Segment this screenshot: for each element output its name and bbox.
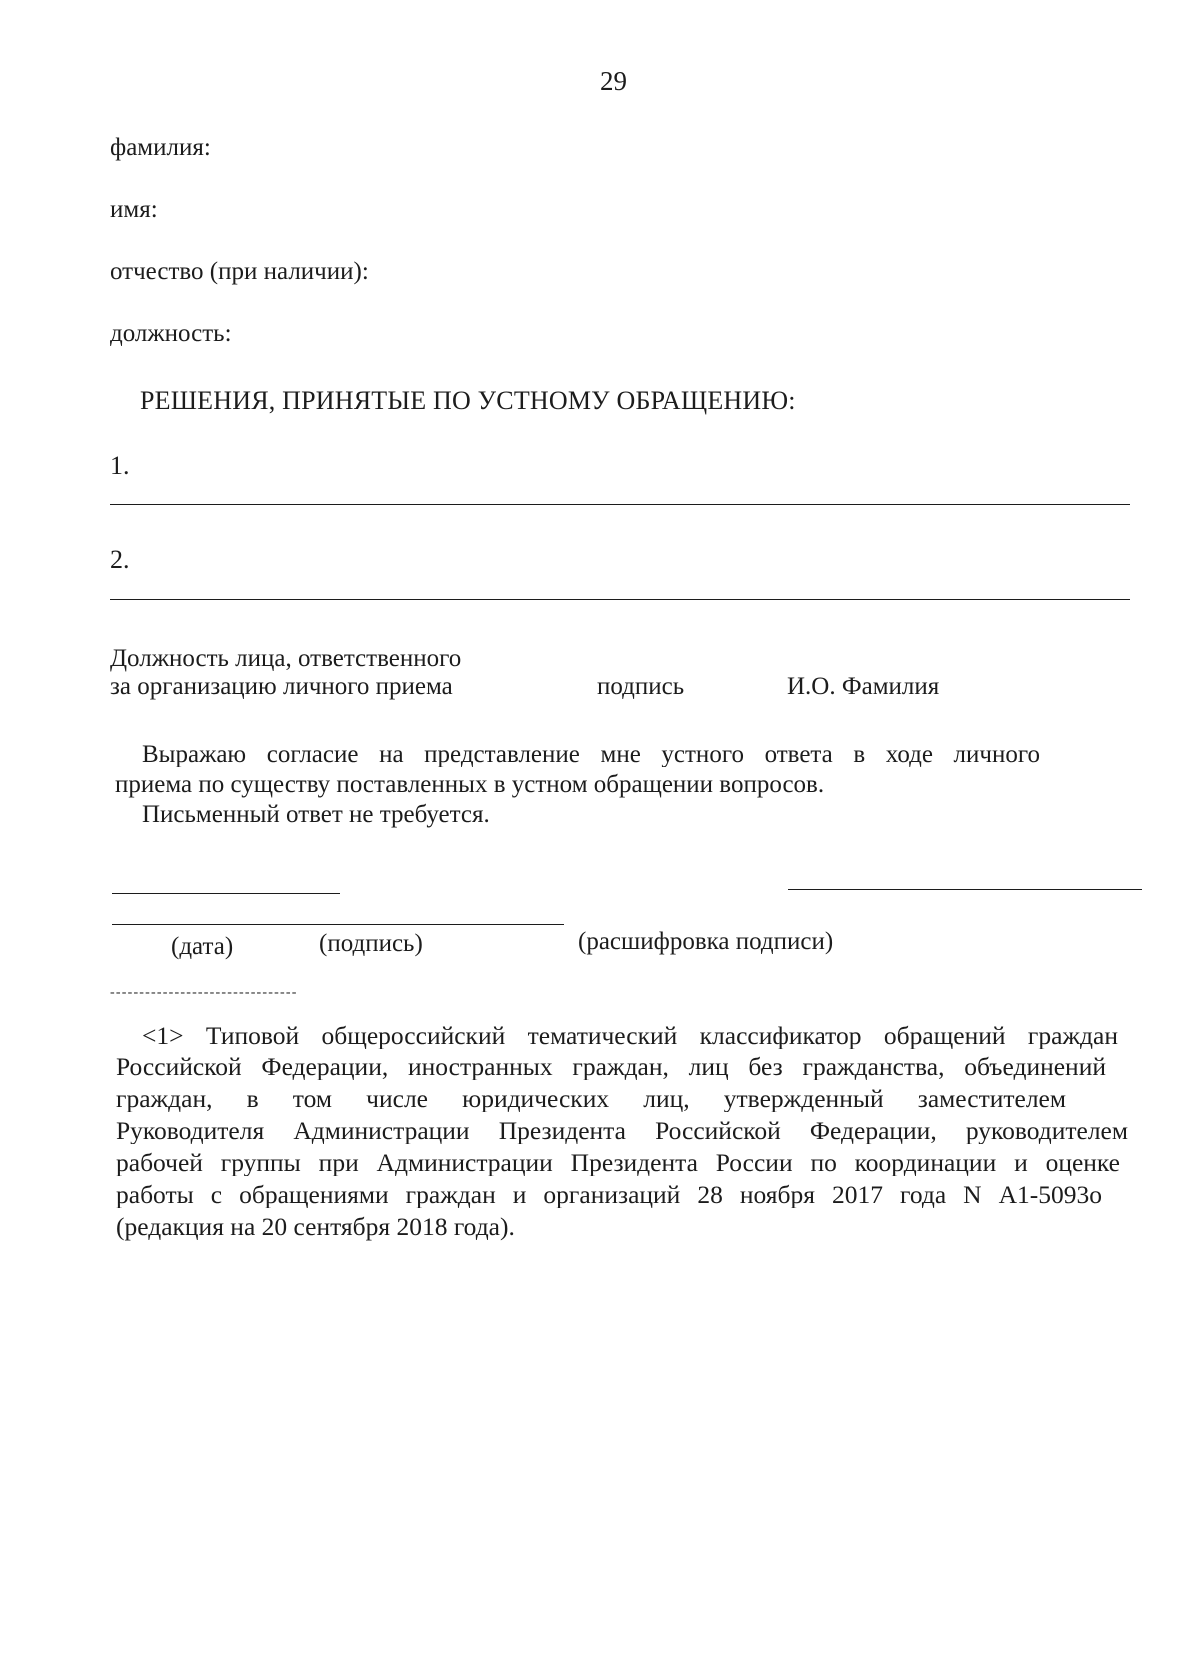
decoding-caption: (расшифровка подписи) [578, 928, 834, 955]
footnote-line-6: работы с обращениями граждан и организаций 28 ноября 2017 года N А1-5093о [116, 1182, 1102, 1208]
surname-label: фамилия: [110, 134, 211, 161]
date-underline [112, 893, 340, 894]
footnote-line-1: <1> Типовой общероссийский тематический классификатор обращений граждан [142, 1023, 1118, 1049]
consent-line-3: Письменный ответ не требуется. [142, 801, 490, 828]
decisions-title: РЕШЕНИЯ, ПРИНЯТЫЕ ПО УСТНОМУ ОБРАЩЕНИЮ: [140, 386, 796, 415]
decision-item-2-number: 2. [110, 545, 130, 574]
responsible-position-line1: Должность лица, ответственного [110, 645, 462, 672]
footnote-line-7: (редакция на 20 сентября 2018 года). [116, 1212, 515, 1241]
consent-line-2: приема по существу поставленных в устном обращении вопросов. [115, 771, 825, 798]
name-label: имя: [110, 196, 158, 223]
decision-item-2-line [110, 599, 1130, 600]
signature-caption: (подпись) [319, 930, 423, 957]
footnote-line-2: Российской Федерации, иностранных граждан, лиц без гражданства, объединений [116, 1054, 1106, 1080]
consent-line-1: Выражаю согласие на представление мне устного ответа в ходе личного [142, 742, 1040, 767]
responsible-position-line2: за организацию личного приема [110, 673, 453, 700]
footnote-line-3: граждан, в том числе юридических лиц, утвержденный заместителем [116, 1086, 1066, 1112]
decoding-underline [788, 889, 1142, 890]
responsible-signature-label: подпись [597, 673, 685, 700]
page-number: 29 [600, 66, 627, 96]
footnote-line-4: Руководителя Администрации Президента Российской Федерации, руководителем [116, 1118, 1128, 1144]
position-label: должность: [110, 320, 232, 347]
decision-item-1-line [110, 504, 1130, 505]
signature-underline [112, 924, 564, 925]
decision-item-1-number: 1. [110, 451, 130, 480]
footnote-separator: -------------------------------- [110, 985, 298, 1000]
footnote-line-5: рабочей группы при Администрации Президента России по координации и оценке [116, 1150, 1120, 1176]
date-caption: (дата) [171, 933, 234, 960]
patronymic-label: отчество (при наличии): [110, 258, 369, 285]
responsible-name-label: И.О. Фамилия [787, 673, 940, 700]
